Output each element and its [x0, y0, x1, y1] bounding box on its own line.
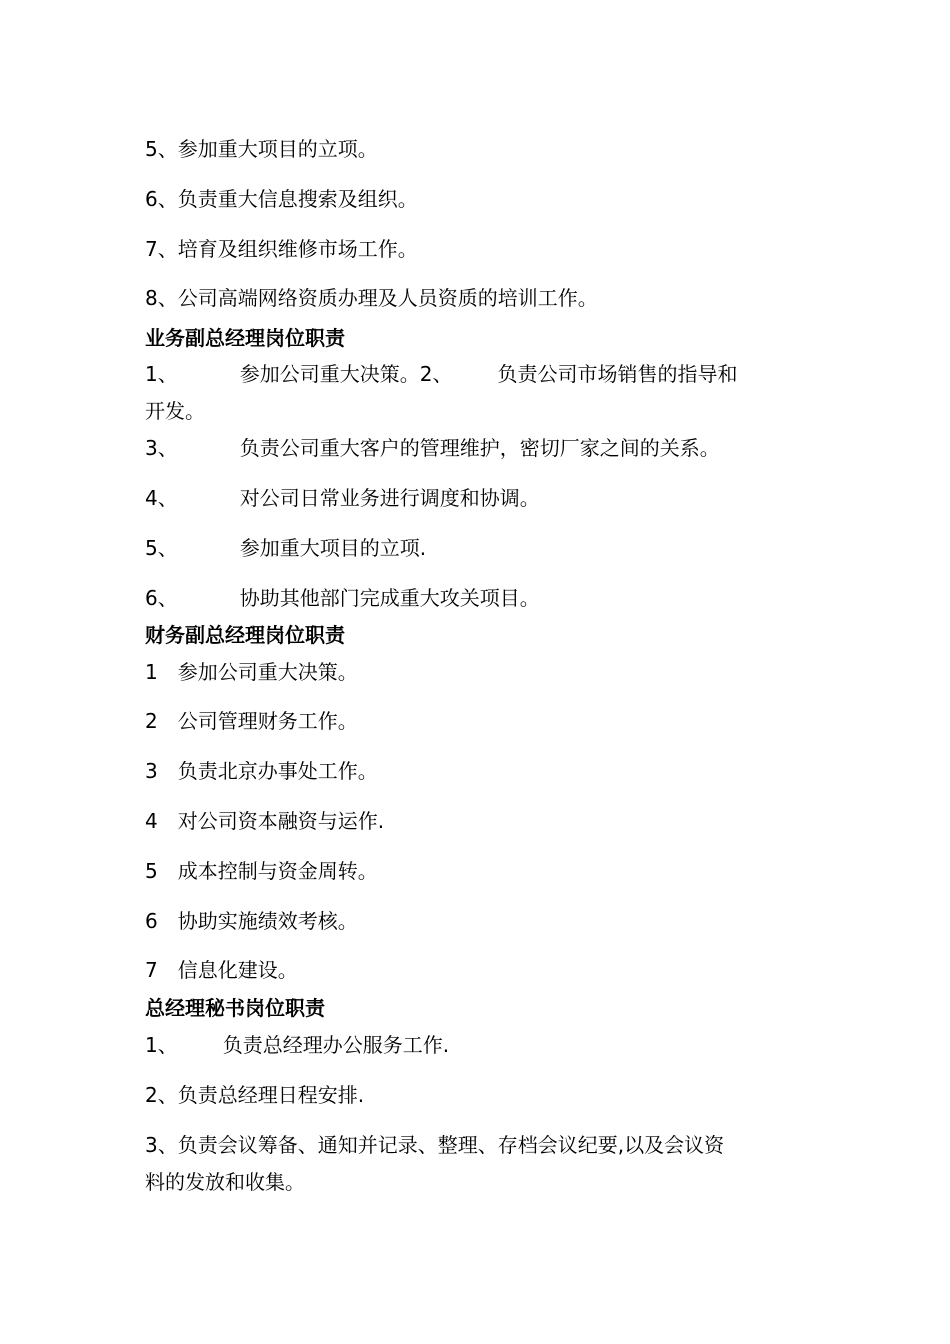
section-title-finance: 财务副总经理岗位职责: [145, 623, 345, 647]
item-number: 6、: [145, 586, 178, 610]
item-text: 负责总经理办公服务工作.: [222, 1033, 450, 1057]
list-item: [145, 1027, 810, 1063]
item-number: 1、: [145, 362, 178, 386]
list-item: 8、公司高端网络资质办理及人员资质的培训工作。: [145, 286, 598, 310]
section-title-secretary: 总经理秘书岗位职责: [145, 996, 325, 1020]
item-number: 1、: [145, 1033, 178, 1057]
list-item: [145, 703, 810, 739]
item-number: 4: [145, 809, 158, 833]
item-number: 4、: [145, 486, 178, 510]
item-number: 6: [145, 909, 158, 933]
item-text: 对公司日常业务进行调度和协调。: [239, 486, 540, 510]
item-text: 参加公司重大决策。: [177, 660, 358, 684]
list-item: [145, 853, 810, 889]
list-item-continuation: 料的发放和收集。: [145, 1170, 305, 1194]
item-text: 负责公司重大客户的管理维护，密切厂家之间的关系。: [239, 436, 720, 460]
list-item: [145, 903, 810, 939]
list-item: [145, 356, 810, 392]
list-item: 5、参加重大项目的立项。: [145, 137, 378, 161]
item-text: 协助其他部门完成重大攻关项目。: [239, 586, 540, 610]
list-item: [145, 530, 810, 566]
item-number: 7: [145, 958, 158, 982]
list-item: [145, 480, 810, 516]
item-number: 5、: [145, 536, 178, 560]
list-item: 6、负责重大信息搜索及组织。: [145, 187, 418, 211]
item-text: 负责公司市场销售的指导和: [497, 362, 738, 386]
item-text: 协助实施绩效考核。: [177, 909, 358, 933]
item-text: 负责北京办事处工作。: [177, 759, 378, 783]
item-text: 信息化建设。: [177, 958, 298, 982]
item-number: 3: [145, 759, 158, 783]
item-text: 参加重大项目的立项.: [239, 536, 427, 560]
list-item: [145, 952, 810, 988]
list-item: [145, 580, 810, 616]
list-item: [145, 753, 810, 789]
list-item: [145, 654, 810, 690]
list-item: 2、负责总经理日程安排.: [145, 1083, 365, 1107]
item-text: 对公司资本融资与运作.: [177, 809, 385, 833]
item-text: 公司管理财务工作。: [177, 709, 358, 733]
list-item: [145, 803, 810, 839]
list-item: 7、培育及组织维修市场工作。: [145, 237, 418, 261]
item-number: 5: [145, 859, 158, 883]
item-number: 3、: [145, 436, 178, 460]
item-number: 1: [145, 660, 158, 684]
list-item: 3、负责会议筹备、通知并记录、整理、存档会议纪要,以及会议资: [145, 1133, 725, 1157]
item-number: 2: [145, 709, 158, 733]
list-item-continuation: 开发。: [145, 399, 205, 423]
item-text: 成本控制与资金周转。: [177, 859, 378, 883]
section-title-business: 业务副总经理岗位职责: [145, 326, 345, 350]
list-item: [145, 430, 810, 466]
item-text: 参加公司重大决策。2、: [239, 362, 453, 386]
